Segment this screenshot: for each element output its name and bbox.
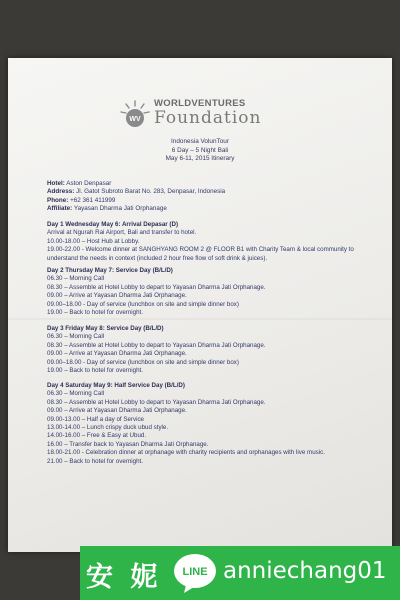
hotel-row [47,180,377,188]
day-line: 09.00 – Arrive at Yayasan Dharma Jati Orphanage. [47,292,187,300]
day-section-2 [47,267,382,317]
day-line: 21.00 – Back to hotel for overnight. [47,457,143,465]
address-row [47,188,377,196]
phone-label: Phone: [47,196,69,204]
day-section-4 [47,382,382,466]
day-title: Day 1 Wednesday May 6: Arrival Depasar (D) [47,221,179,228]
address-value: Jl. Gatot Subroto Barat No. 283, Denpasar, Indonesia [74,188,226,196]
affiliate-label: Affiliate: [47,204,73,212]
day-line: 06.30 – Morning Call [47,390,105,398]
day-title: Day 3 Friday May 8: Service Day (B/L/D) [47,325,164,332]
day-line: 19.00 – Back to hotel for overnight. [47,367,143,375]
itinerary-header [8,138,392,164]
header-line-3: May 6-11, 2015 Itinerary [165,155,235,162]
day-line: 06.30 – Morning Call [47,333,105,341]
worldventures-foundation-logo [120,94,290,134]
day-line: 13.00-14.00 – Lunch crispy duck ubud style. [47,424,169,432]
day-line: 09.00-13.00 – Half a day of Service [47,415,144,423]
logo-top-text: WORLDVENTURES [154,98,246,109]
day-section-1 [47,221,382,263]
day-line: Arrival at Ngurah Rai Airport, Bali and transfer to hotel. [47,229,197,237]
phone-value: +62 361 411999 [68,196,116,204]
day-line: 16.00 – Transfer back to Yayasan Dharma Jati Orphanage. [47,440,209,448]
day-line: 09.00–18.00 - Day of service (lunchbox on site and simple dinner box) [47,358,239,366]
watermark-handle: anniechang01 [223,558,387,584]
affiliate-value: Yayasan Dharma Jati Orphanage [72,204,167,212]
day-line: 08.30 – Assemble at Hotel Lobby to depart to Yayasan Dharma Jati Orphanage. [47,398,266,406]
day-section-3 [47,325,382,375]
hotel-info [47,180,377,213]
header-line-1: Indonesia VolunTour [171,138,229,145]
day-line: 19.00 – Back to hotel for overnight. [47,309,143,317]
logo-mark-text: WV [129,116,141,123]
hotel-label: Hotel: [47,180,65,187]
day-line: 08.30 – Assemble at Hotel Lobby to depart to Yayasan Dharma Jati Orphanage. [47,283,266,291]
affiliate-row [47,205,377,213]
hotel-value: Aston Denpasar [64,180,112,187]
day-line: 14.00-16.00 – Free & Easy at Ubud. [47,432,147,440]
day-line: 19.00-22.00 - Welcome dinner at SANGHYANG ROOM 2 @ FLOOR B1 with Charity Team & local community to understand the needs in context (included 2 hour free flow of soft drink & juices). [47,246,354,262]
day-line: 18.00-21.00 - Celebration dinner at orphanage with charity recipients and orphanages with live music. [47,449,325,457]
watermark-name: 安 妮 [86,562,162,593]
day-line: 08.30 – Assemble at Hotel Lobby to depart to Yayasan Dharma Jati Orphanage. [47,341,266,349]
line-app-icon [172,551,218,595]
day-line: 10.00-18.00 – Host Hub at Lobby. [47,237,140,245]
wv-logo-icon [120,100,150,130]
day-title: Day 2 Thursday May 7: Service Day (B/L/D) [47,267,173,274]
day-line: 09.00 – Arrive at Yayasan Dharma Jati Orphanage. [47,350,187,358]
watermark-banner [80,546,400,600]
paper-fold [8,318,392,320]
address-label: Address: [47,188,75,196]
itinerary-paper [8,58,392,552]
day-line: 09.00 – Arrive at Yayasan Dharma Jati Orphanage. [47,407,187,415]
day-title: Day 4 Saturday May 9: Half Service Day (B/L/D) [47,382,185,389]
header-line-2: 6 Day – 5 Night Bali [171,146,229,154]
day-line: 09.00–18.00 - Day of service (lunchbox on site and simple dinner box) [47,300,239,308]
day-line: 06.30 – Morning Call [47,275,105,283]
line-icon-text: LINE [182,566,208,578]
logo-bottom-text: Foundation [154,108,262,128]
phone-row [47,197,377,205]
